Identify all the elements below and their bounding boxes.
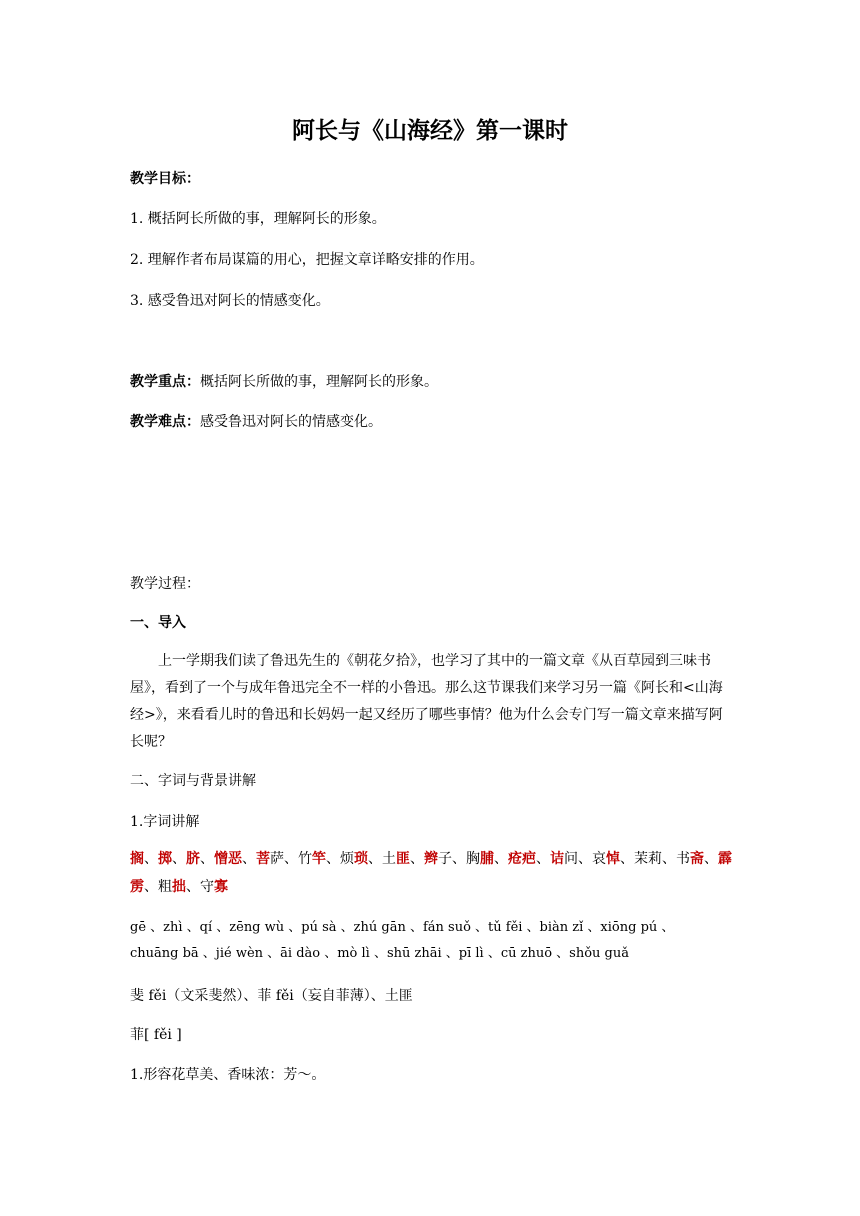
vocab-separator-text: 萨、竹 bbox=[270, 851, 312, 867]
vocab-separator-text: 、茉莉、书 bbox=[620, 851, 690, 867]
vocab-separator-text: 问、哀 bbox=[564, 851, 606, 867]
vocab-separator-text: 、粗 bbox=[144, 879, 172, 895]
objective-item: 3. 感受鲁迅对阿长的情感变化。 bbox=[130, 293, 330, 309]
vocab-highlight-word: 匪 bbox=[396, 851, 410, 867]
vocab-highlight-word: 脯 bbox=[480, 851, 494, 867]
vocab-highlight-word: 憎恶 bbox=[214, 851, 242, 867]
vocab-highlight-word: 寡 bbox=[214, 879, 228, 895]
objectives-heading: 教学目标： bbox=[130, 171, 200, 187]
difficulty bbox=[130, 411, 382, 431]
vocab-separator-text: 、 bbox=[410, 851, 424, 867]
vocab-separator-text: 、 bbox=[704, 851, 718, 867]
vocab-highlight-word: 拙 bbox=[172, 879, 186, 895]
difficulty-text: 感受鲁迅对阿长的情感变化。 bbox=[200, 414, 382, 430]
vocab-separator-text: 、 bbox=[144, 851, 158, 867]
vocab-highlight-word: 脐 bbox=[186, 851, 200, 867]
vocab-highlight-word: 竿 bbox=[312, 851, 326, 867]
vocab-separator-text: 、 bbox=[172, 851, 186, 867]
fei-definition: 1.形容花草美、香味浓：芳～。 bbox=[130, 1067, 326, 1083]
vocab-list bbox=[130, 845, 735, 901]
intro-paragraph: 上一学期我们读了鲁迅先生的《朝花夕拾》，也学习了其中的一篇文章《从百草园到三味书屋》，看到了一个与成年鲁迅完全不一样的小鲁迅。那么这节课我们来学习另一篇《阿长和<山海经>》，来看看儿时的鲁迅和长妈妈一起又经历了哪些事情？他为什么会专门写一篇文章来描写阿长呢？ bbox=[130, 653, 723, 750]
vocab-highlight-word: 菩 bbox=[256, 851, 270, 867]
vocab-highlight-word: 搁 bbox=[130, 851, 144, 867]
vocab-separator-text: 、 bbox=[536, 851, 550, 867]
vocab-separator-text: 、 bbox=[494, 851, 508, 867]
pinyin-line: chuāng bā 、jié wèn 、āi dào 、mò lì 、shū zhāi 、pī lì 、cū zhuō 、shǒu guǎ bbox=[130, 946, 629, 961]
objective-item: 1. 概括阿长所做的事，理解阿长的形象。 bbox=[130, 211, 386, 227]
objective-item: 2. 理解作者布局谋篇的用心，把握文章详略安排的作用。 bbox=[130, 252, 484, 268]
vocab-highlight-word: 悼 bbox=[606, 851, 620, 867]
vocab-separator-text: 、守 bbox=[186, 879, 214, 895]
section2-heading: 二、字词与背景讲解 bbox=[130, 773, 256, 789]
fei-entry: 菲[ fěi ] bbox=[130, 1027, 182, 1043]
key-point-label: 教学重点： bbox=[130, 374, 200, 390]
vocab-highlight-word: 斋 bbox=[690, 851, 704, 867]
vocab-highlight-word: 疮疤 bbox=[508, 851, 536, 867]
key-point-text: 概括阿长所做的事，理解阿长的形象。 bbox=[200, 374, 438, 390]
section1-heading: 一、导入 bbox=[130, 615, 186, 631]
vocab-highlight-word: 霹雳 bbox=[130, 851, 732, 895]
pinyin-line: gē 、zhì 、qí 、zēng wù 、pú sà 、zhú gān 、fán suǒ 、tǔ fěi 、biàn zǐ 、xiōng pú 、 bbox=[130, 920, 675, 935]
vocab-highlight-word: 辫 bbox=[424, 851, 438, 867]
vocab-separator-text: 子、胸 bbox=[438, 851, 480, 867]
vocab-separator-text: 、 bbox=[200, 851, 214, 867]
fei-comparison: 斐 fěi（文采斐然）、菲 fěi（妄自菲薄）、土匪 bbox=[130, 988, 413, 1004]
page-title: 阿长与《山海经》第一课时 bbox=[292, 118, 568, 144]
vocab-highlight-word: 掷 bbox=[158, 851, 172, 867]
vocab-separator-text: 、 bbox=[242, 851, 256, 867]
process-heading: 教学过程： bbox=[130, 576, 200, 592]
difficulty-label: 教学难点： bbox=[130, 414, 200, 430]
vocab-separator-text: 、烦 bbox=[326, 851, 354, 867]
vocab-separator-text: 、土 bbox=[368, 851, 396, 867]
vocab-subheading: 1.字词讲解 bbox=[130, 814, 200, 830]
vocab-highlight-word: 琐 bbox=[354, 851, 368, 867]
vocab-highlight-word: 诘 bbox=[550, 851, 564, 867]
key-point bbox=[130, 371, 438, 391]
